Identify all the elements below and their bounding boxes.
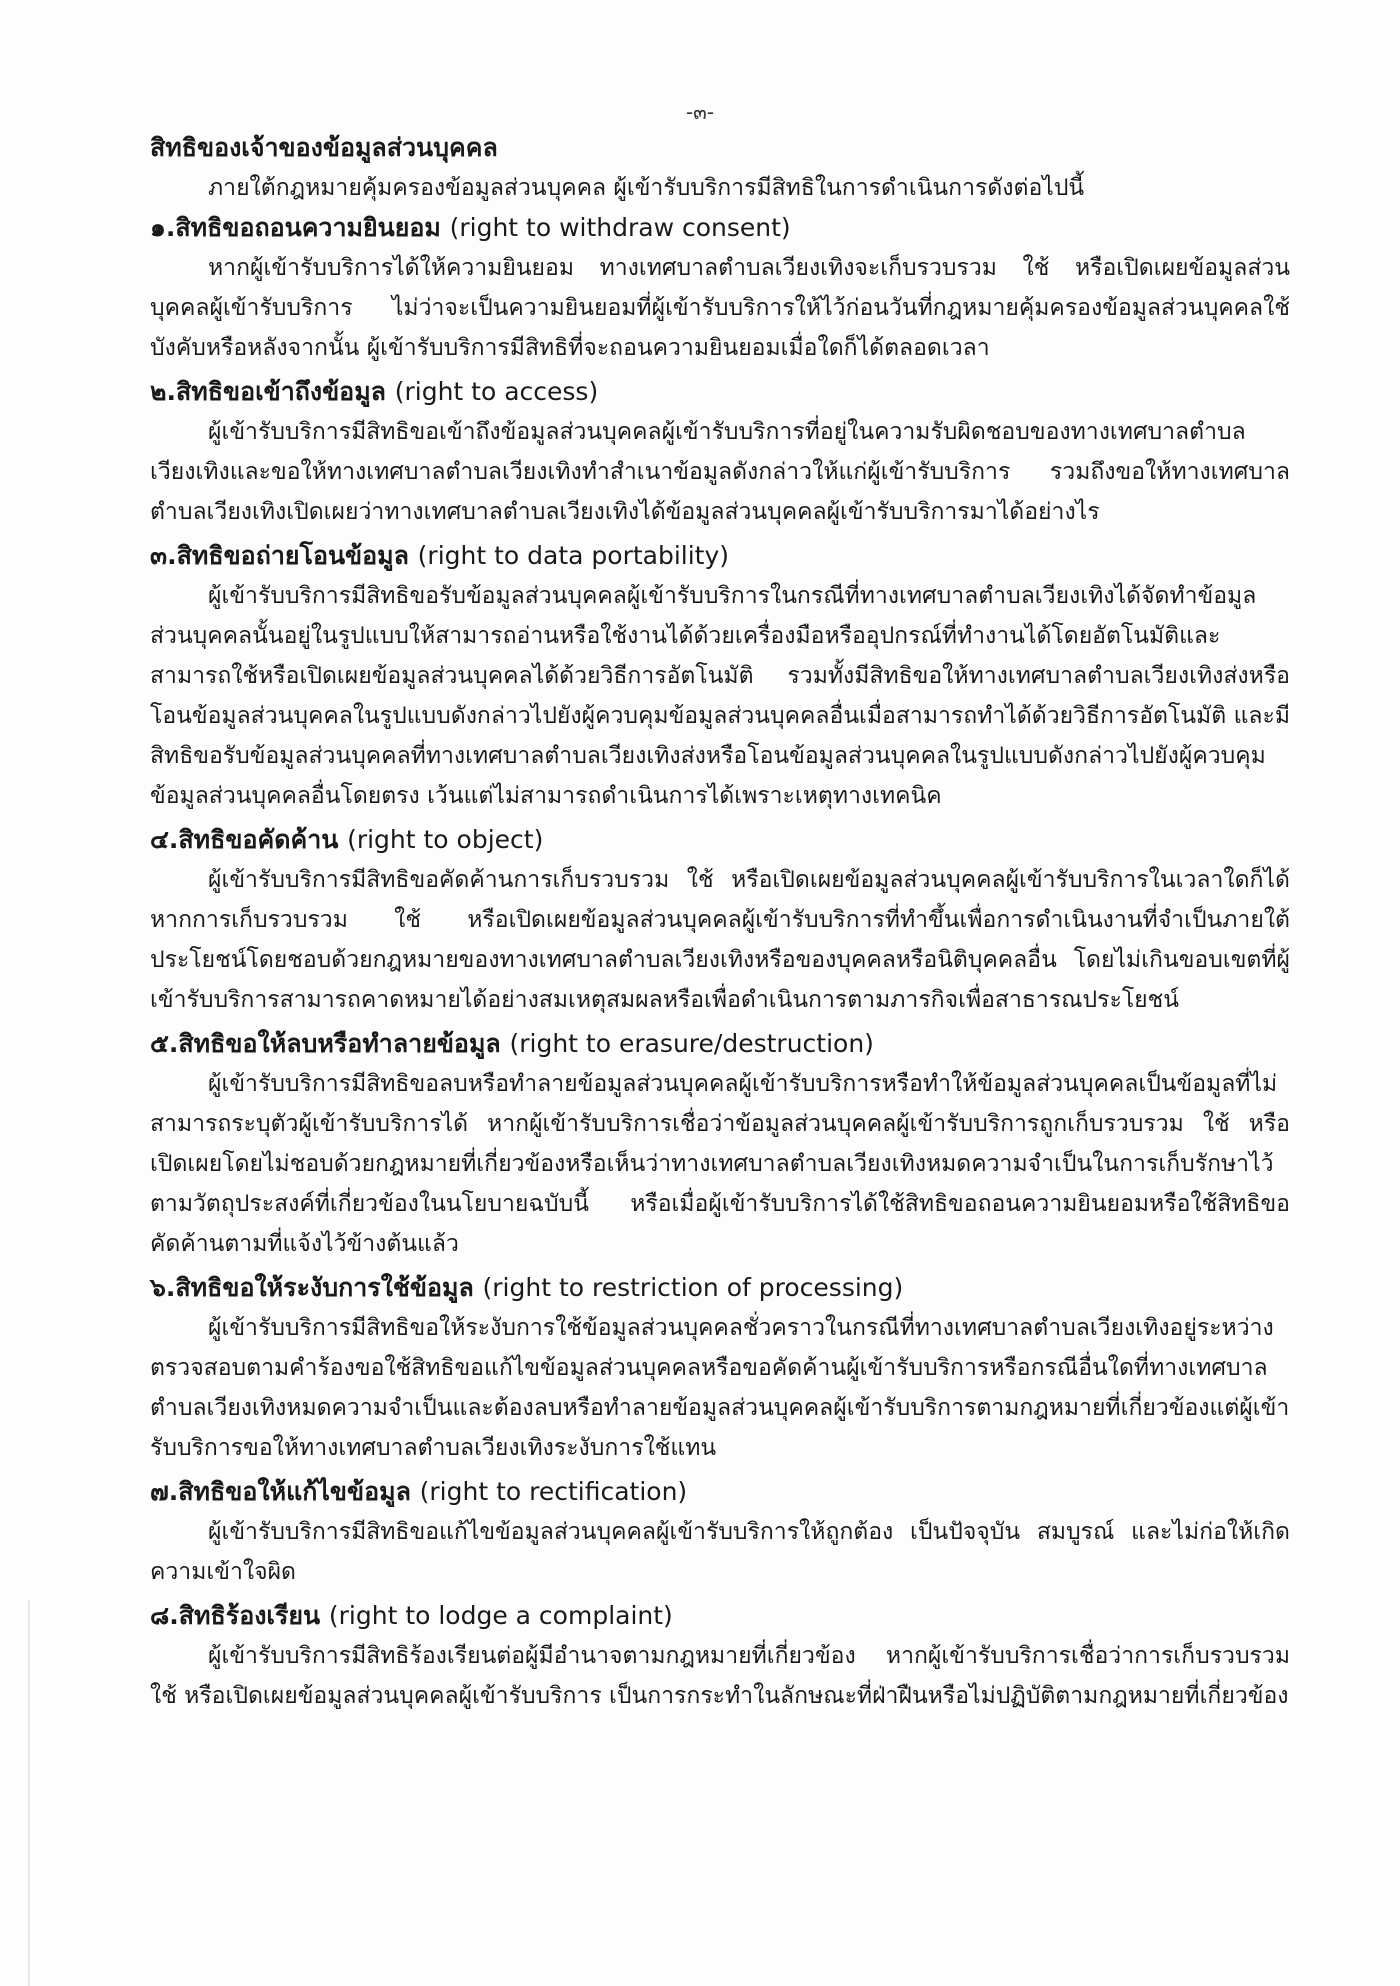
section-title: สิทธิของเจ้าของข้อมูลส่วนบุคคล xyxy=(150,133,498,162)
section-heading-th: ๘.สิทธิร้องเรียน xyxy=(150,1601,321,1630)
section-heading xyxy=(150,208,1290,248)
section-body: ผู้เข้ารับบริการมีสิทธิขอเข้าถึงข้อมูลส่วนบุคคลผู้เข้ารับบริการที่อยู่ในความรับผิดชอบของทางเทศบาลตำบลเวียงเทิงและขอให้ทางเทศบาลตำบลเวียงเทิงทำสำเนาข้อมูลดังกล่าวให้แก่ผู้เข้ารับบริการ รวมถึงขอให้ทางเทศบาลตำบลเวียงเทิงเปิดเผยว่าทางเทศบาลตำบลเวียงเทิงได้ข้อมูลส่วนบุคคลผู้เข้ารับบริการมาได้อย่างไร xyxy=(150,419,1290,525)
section-body: ผู้เข้ารับบริการมีสิทธิขอแก้ไขข้อมูลส่วนบุคคลผู้เข้ารับบริการให้ถูกต้อง เป็นปัจจุบัน สมบูรณ์ และไม่ก่อให้เกิดความเข้าใจผิด xyxy=(150,1519,1290,1585)
right-section-2 xyxy=(150,372,1290,532)
section-heading xyxy=(150,536,1290,576)
document-content xyxy=(150,128,1290,1720)
right-section-1 xyxy=(150,208,1290,368)
right-section-8 xyxy=(150,1596,1290,1716)
scan-speck xyxy=(74,52,80,58)
section-body: ผู้เข้ารับบริการมีสิทธิขอลบหรือทำลายข้อมูลส่วนบุคคลผู้เข้ารับบริการหรือทำให้ข้อมูลส่วนบุคคลเป็นข้อมูลที่ไม่สามารถระบุตัวผู้เข้ารับบริการได้ หากผู้เข้ารับบริการเชื่อว่าข้อมูลส่วนบุคคลผู้เข้ารับบริการถูกเก็บรวบรวม ใช้ หรือเปิดเผยโดยไม่ชอบด้วยกฎหมายที่เกี่ยวข้องหรือเห็นว่าทางเทศบาลตำบลเวียงเทิงหมดความจำเป็นในการเก็บรักษาไว้ตามวัตถุประสงค์ที่เกี่ยวข้องในนโยบายฉบับนี้ หรือเมื่อผู้เข้ารับบริการได้ใช้สิทธิขอถอนความยินยอมหรือใช้สิทธิขอคัดค้านตามที่แจ้งไว้ข้างต้นแล้ว xyxy=(150,1071,1290,1257)
section-heading-th: ๕.สิทธิขอให้ลบหรือทำลายข้อมูล xyxy=(150,1029,501,1058)
section-heading-th: ๗.สิทธิขอให้แก้ไขข้อมูล xyxy=(150,1477,411,1506)
section-heading-th: ๔.สิทธิขอคัดค้าน xyxy=(150,825,339,854)
right-section-6 xyxy=(150,1268,1290,1468)
section-heading xyxy=(150,1472,1290,1512)
section-heading-en: (right to access) xyxy=(394,377,599,406)
section-body: หากผู้เข้ารับบริการได้ให้ความยินยอม ทางเทศบาลตำบลเวียงเทิงจะเก็บรวบรวม ใช้ หรือเปิดเผยข้อมูลส่วนบุคคลผู้เข้ารับบริการ ไม่ว่าจะเป็นความยินยอมที่ผู้เข้ารับบริการให้ไว้ก่อนวันที่กฎหมายคุ้มครองข้อมูลส่วนบุคคลใช้บังคับหรือหลังจากนั้น ผู้เข้ารับบริการมีสิทธิที่จะถอนความยินยอมเมื่อใดก็ได้ตลอดเวลา xyxy=(150,255,1290,361)
scan-edge-line xyxy=(28,1600,30,1986)
section-heading-en: (right to withdraw consent) xyxy=(449,213,791,242)
section-heading-th: ๑.สิทธิขอถอนความยินยอม xyxy=(150,213,441,242)
intro-paragraph: ภายใต้กฎหมายคุ้มครองข้อมูลส่วนบุคคล ผู้เข้ารับบริการมีสิทธิในการดำเนินการดังต่อไปนี้ xyxy=(208,175,1085,201)
section-heading-en: (right to rectification) xyxy=(419,1477,688,1506)
right-section-3 xyxy=(150,536,1290,816)
page-number: -๓- xyxy=(685,100,715,124)
section-heading-en: (right to object) xyxy=(347,825,544,854)
section-heading-th: ๒.สิทธิขอเข้าถึงข้อมูล xyxy=(150,377,386,406)
section-heading xyxy=(150,820,1290,860)
section-heading-en: (right to data portability) xyxy=(417,541,730,570)
section-body: ผู้เข้ารับบริการมีสิทธิขอรับข้อมูลส่วนบุคคลผู้เข้ารับบริการในกรณีที่ทางเทศบาลตำบลเวียงเทิงได้จัดทำข้อมูลส่วนบุคคลนั้นอยู่ในรูปแบบให้สามารถอ่านหรือใช้งานได้ด้วยเครื่องมือหรืออุปกรณ์ที่ทำงานได้โดยอัตโนมัติและสามารถใช้หรือเปิดเผยข้อมูลส่วนบุคคลได้ด้วยวิธีการอัตโนมัติ รวมทั้งมีสิทธิขอให้ทางเทศบาลตำบลเวียงเทิงส่งหรือโอนข้อมูลส่วนบุคคลในรูปแบบดังกล่าวไปยังผู้ควบคุมข้อมูลส่วนบุคคลอื่นเมื่อสามารถทำได้ด้วยวิธีการอัตโนมัติ และมีสิทธิขอรับข้อมูลส่วนบุคคลที่ทางเทศบาลตำบลเวียงเทิงส่งหรือโอนข้อมูลส่วนบุคคลในรูปแบบดังกล่าวไปยังผู้ควบคุมข้อมูลส่วนบุคคลอื่นโดยตรง เว้นแต่ไม่สามารถดำเนินการได้เพราะเหตุทางเทคนิค xyxy=(150,583,1290,809)
section-heading-en: (right to restriction of processing) xyxy=(482,1273,904,1302)
section-body: ผู้เข้ารับบริการมีสิทธิร้องเรียนต่อผู้มีอำนาจตามกฎหมายที่เกี่ยวข้อง หากผู้เข้ารับบริการเชื่อว่าการเก็บรวบรวม ใช้ หรือเปิดเผยข้อมูลส่วนบุคคลผู้เข้ารับบริการ เป็นการกระทำในลักษณะที่ฝ่าฝืนหรือไม่ปฏิบัติตามกฎหมายที่เกี่ยวข้อง xyxy=(150,1643,1290,1709)
right-section-4 xyxy=(150,820,1290,1020)
right-section-7 xyxy=(150,1472,1290,1592)
section-body: ผู้เข้ารับบริการมีสิทธิขอคัดค้านการเก็บรวบรวม ใช้ หรือเปิดเผยข้อมูลส่วนบุคคลผู้เข้ารับบริการในเวลาใดก็ได้ หากการเก็บรวบรวม ใช้ หรือเปิดเผยข้อมูลส่วนบุคคลผู้เข้ารับบริการที่ทำขึ้นเพื่อการดำเนินงานที่จำเป็นภายใต้ประโยชน์โดยชอบด้วยกฎหมายของทางเทศบาลตำบลเวียงเทิงหรือของบุคคลหรือนิติบุคคลอื่น โดยไม่เกินขอบเขตที่ผู้เข้ารับบริการสามารถคาดหมายได้อย่างสมเหตุสมผลหรือเพื่อดำเนินการตามภารกิจเพื่อสาธารณประโยชน์ xyxy=(150,867,1290,1013)
section-heading xyxy=(150,1024,1290,1064)
section-heading-th: ๓.สิทธิขอถ่ายโอนข้อมูล xyxy=(150,541,409,570)
section-heading-en: (right to lodge a complaint) xyxy=(328,1601,673,1630)
right-section-5 xyxy=(150,1024,1290,1264)
section-heading xyxy=(150,1268,1290,1308)
section-heading-th: ๖.สิทธิขอให้ระงับการใช้ข้อมูล xyxy=(150,1273,474,1302)
section-body: ผู้เข้ารับบริการมีสิทธิขอให้ระงับการใช้ข้อมูลส่วนบุคคลชั่วคราวในกรณีที่ทางเทศบาลตำบลเวียงเทิงอยู่ระหว่างตรวจสอบตามคำร้องขอใช้สิทธิขอแก้ไขข้อมูลส่วนบุคคลหรือขอคัดค้านผู้เข้ารับบริการหรือกรณีอื่นใดที่ทางเทศบาลตำบลเวียงเทิงหมดความจำเป็นและต้องลบหรือทำลายข้อมูลส่วนบุคคลผู้เข้ารับบริการตามกฎหมายที่เกี่ยวข้องแต่ผู้เข้ารับบริการขอให้ทางเทศบาลตำบลเวียงเทิงระงับการใช้แทน xyxy=(150,1315,1290,1461)
section-heading xyxy=(150,1596,1290,1636)
section-heading xyxy=(150,372,1290,412)
section-heading-en: (right to erasure/destruction) xyxy=(509,1029,874,1058)
